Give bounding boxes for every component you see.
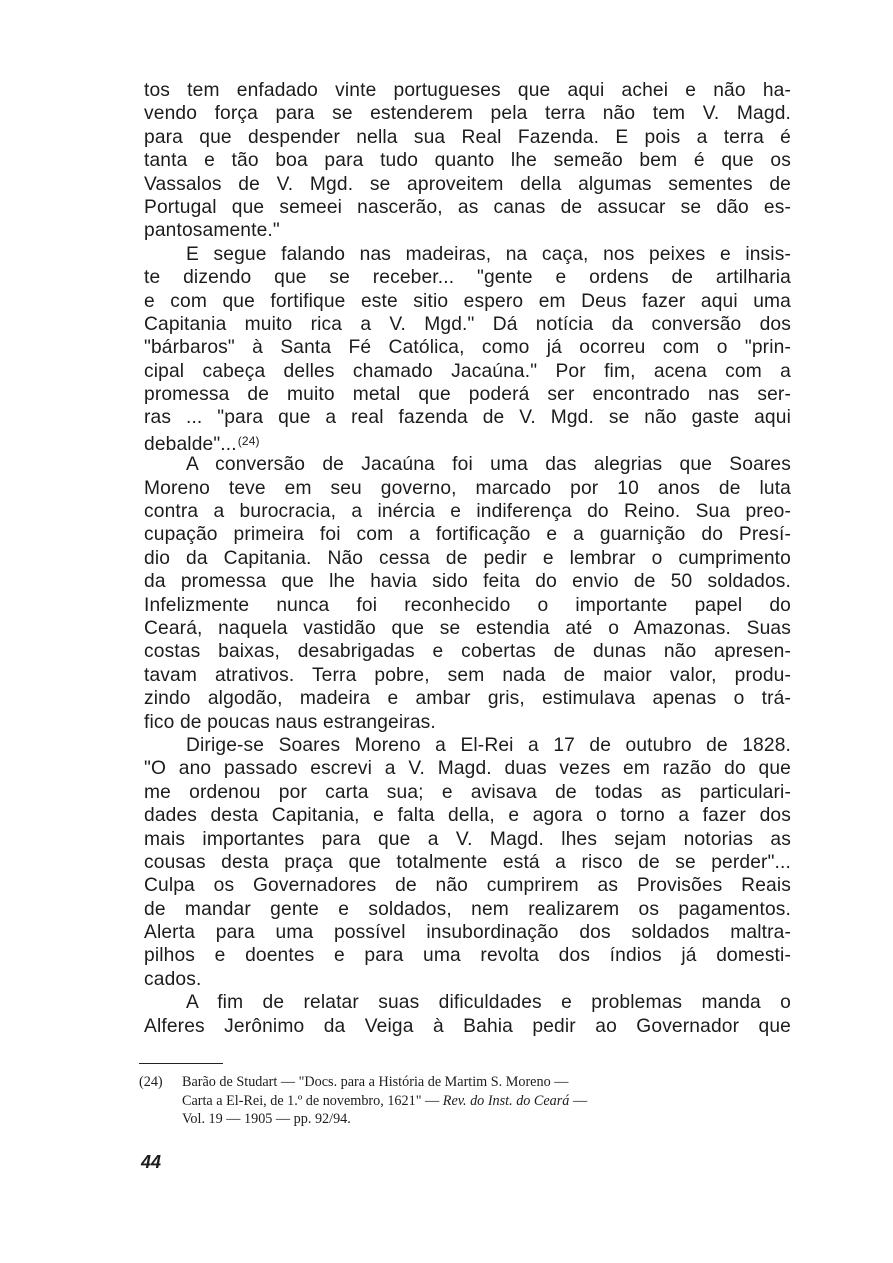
text-line: Vassalos de V. Mgd. se aproveitem della algumas sementes de [144, 173, 791, 195]
text-line: Moreno teve em seu governo, marcado por 10 anos de luta [144, 477, 791, 499]
footnote-line [139, 1092, 789, 1111]
paragraph-start-line: E segue falando nas madeiras, na caça, nos peixes e insis- [186, 243, 791, 265]
text-line: pilhos e doentes e para uma revolta dos índios já domesti- [144, 945, 791, 967]
footnotes [139, 1073, 789, 1129]
text-line: Capitania muito rica a V. Mgd." Dá notícia da conversão dos [144, 313, 791, 335]
text-line: cupação primeira foi com a fortificação e a guarnição do Presí- [144, 524, 791, 546]
footnote-line [139, 1073, 789, 1092]
footnote-text: Barão de Studart — "Docs. para a História de Martim S. Moreno — [182, 1074, 569, 1090]
text-line: vendo força para se estenderem pela terra não tem V. Magd. [144, 103, 791, 125]
text-line: me ordenou por carta sua; e avisava de todas as particulari- [144, 781, 791, 803]
text-line: te dizendo que se receber... "gente e ordens de artilharia [144, 267, 791, 289]
text-line: "bárbaros" à Santa Fé Católica, como já ocorreu com o "prin- [144, 337, 791, 359]
footnote-text: — [569, 1092, 588, 1109]
footnote-divider [139, 1063, 223, 1064]
text-line: tavam atrativos. Terra pobre, sem nada de maior valor, produ- [144, 664, 791, 686]
text-line: cousas desta praça que totalmente está a risco de se perder"... [144, 851, 791, 873]
footnote-line: Vol. 19 — 1905 — pp. 92/94. [182, 1111, 351, 1127]
text-line: tanta e tão boa para tudo quanto lhe semeão bem é que os [144, 150, 791, 172]
paragraph-start-line: A fim de relatar suas dificuldades e problemas manda o [186, 992, 791, 1014]
paragraph-start-line: Dirige-se Soares Moreno a El-Rei a 17 de outubro de 1828. [186, 734, 791, 756]
text-line: costas baixas, desabrigadas e cobertas de dunas não apresen- [144, 641, 791, 663]
page-number: 44 [141, 1152, 162, 1172]
text-line: pantosamente." [144, 220, 280, 242]
text-line: tos tem enfadado vinte portugueses que aqui achei e não ha- [144, 80, 791, 101]
text-line-content: debalde"... [144, 433, 237, 455]
text-line: Culpa os Governadores de não cumprirem as Provisões Reais [144, 875, 791, 897]
text-line: promessa de muito metal que poderá ser encontrado nas ser- [144, 384, 791, 406]
text-line: e com que fortifique este sitio espero em Deus fazer aqui uma [144, 290, 791, 312]
text-line: fico de poucas naus estrangeiras. [144, 711, 436, 733]
text-line: da promessa que lhe havia sido feita do envio de 50 soldados. [144, 571, 791, 593]
footnote-text: Carta a El-Rei, de 1.º de novembro, 1621" — [182, 1092, 443, 1109]
text-line: cipal cabeça delles chamado Jacaúna." Por fim, acena com a [144, 360, 791, 382]
text-line: Alerta para uma possível insubordinação dos soldados maltra- [144, 922, 791, 944]
text-line: de mandar gente e soldados, nem realizarem os pagamentos. [144, 898, 791, 920]
footnote-journal-title: Rev. do Inst. do Ceará [442, 1092, 570, 1109]
text-line: Portugal que semeei nascerão, as canas de assucar se dão es- [144, 196, 791, 218]
text-line: dio da Capitania. Não cessa de pedir e lembrar o cumprimento [144, 547, 791, 569]
text-line: ras ... "para que a real fazenda de V. Mgd. se não gaste aqui [144, 407, 791, 429]
text-line: para que despender nella sua Real Fazenda. E pois a terra é [144, 126, 791, 148]
text-line: Ceará, naquela vastidão que se estendia até o Amazonas. Suas [144, 617, 791, 639]
text-line: Alferes Jerônimo da Veiga à Bahia pedir ao Governador que [144, 1015, 791, 1037]
text-line: "O ano passado escrevi a V. Magd. duas vezes em razão do que [144, 758, 791, 780]
text-line: zindo algodão, madeira e ambar gris, estimulava apenas o trá- [144, 688, 791, 710]
body-text [144, 79, 791, 1038]
text-line: Infelizmente nunca foi reconhecido o importante papel do [144, 594, 791, 616]
footnote-reference: (24) [237, 433, 260, 448]
text-line: contra a burocracia, a inércia e indiferença do Reino. Sua preo- [144, 501, 791, 523]
text-line: mais importantes para que a V. Magd. lhes sejam notorias as [144, 828, 791, 850]
footnote-number: (24) [139, 1074, 163, 1090]
text-line: cados. [144, 968, 202, 990]
paragraph-start-line: A conversão de Jacaúna foi uma das alegrias que Soares [186, 454, 791, 476]
text-line: dades desta Capitania, e falta della, e agora o torno a fazer dos [144, 805, 791, 827]
text-line [144, 430, 791, 453]
